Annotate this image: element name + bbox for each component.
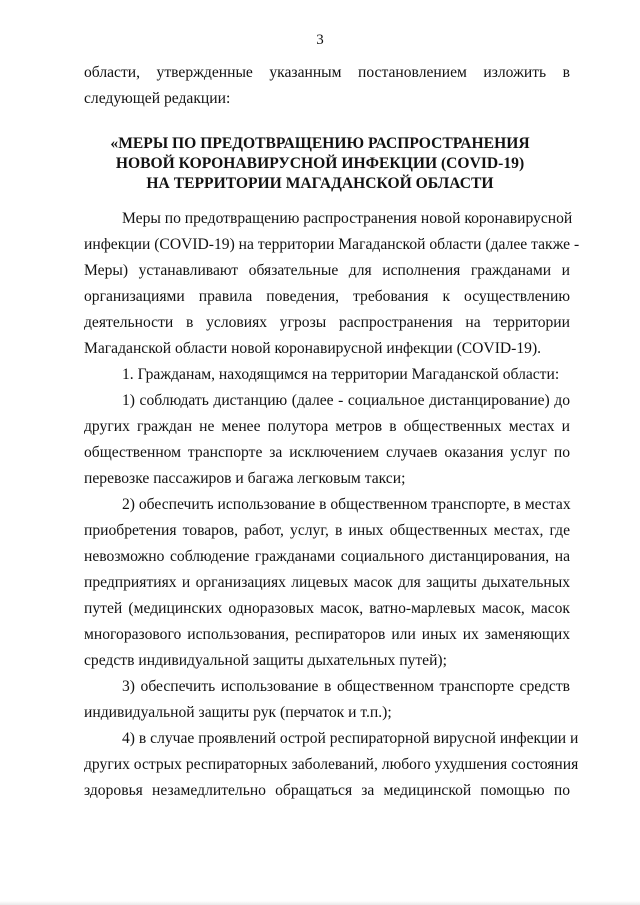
text-line: Меры по предотвращению распространения новой коронавирусной (122, 210, 573, 227)
text-line: путей (медицинских одноразовых масок, ватно-марлевых масок, масок (84, 600, 570, 617)
text-line: средств индивидуальной защиты дыхательных путей); (84, 652, 447, 669)
text-line: области, утвержденные указанным постановлением изложить в (84, 64, 570, 81)
paragraph-subitem-1 (84, 388, 570, 492)
text-line: предприятиях и организациях лицевых масок для защиты дыхательных (84, 574, 570, 591)
text-line: 1) соблюдать дистанцию (далее - социальное дистанцирование) до (122, 392, 570, 409)
text-line: 2) обеспечить использование в общественном транспорте, в местах (122, 496, 571, 513)
text-line: других острых респираторных заболеваний, любого ухудшения состояния (84, 756, 579, 773)
heading-line: НОВОЙ КОРОНАВИРУСНОЙ ИНФЕКЦИИ (COVID-19) (115, 155, 525, 172)
heading-line: «МЕРЫ ПО ПРЕДОТВРАЩЕНИЮ РАСПРОСТРАНЕНИЯ (110, 135, 530, 152)
text-line: невозможно соблюдение гражданами социального дистанцирования, на (84, 548, 570, 565)
paragraph-item-1 (84, 362, 570, 388)
text-line: инфекции (COVID-19) на территории Магаданской области (далее также - (84, 236, 580, 253)
text-line: Меры) устанавливают обязательные для исполнения гражданами и (84, 262, 570, 279)
text-line: других граждан не менее полутора метров в общественных местах и (84, 418, 570, 435)
text-line: перевозке пассажиров и багажа легковым такси; (84, 470, 406, 487)
text-line: организациями правила поведения, требования к осуществлению (84, 288, 570, 305)
paragraph-subitem-2 (84, 492, 570, 674)
text-line: Магаданской области новой коронавирусной инфекции (COVID-19). (84, 340, 542, 357)
scan-edge (0, 901, 640, 905)
intro-text (84, 60, 570, 112)
text-line: здоровья незамедлительно обращаться за медицинской помощью по (84, 782, 570, 799)
paragraph-subitem-4 (84, 726, 579, 804)
text-line: приобретения товаров, работ, услуг, в иных общественных местах, где (84, 522, 570, 539)
text-line: деятельности в условиях угрозы распространения на территории (84, 314, 570, 331)
text-line: общественном транспорте за исключением случаев оказания услуг по (84, 444, 570, 461)
text-line: следующей редакции: (84, 90, 231, 107)
text-line: индивидуальной защиты рук (перчаток и т.п.); (84, 704, 392, 721)
heading-line: НА ТЕРРИТОРИИ МАГАДАНСКОЙ ОБЛАСТИ (146, 175, 494, 192)
text-line: 4) в случае проявлений острой респираторной вирусной инфекции и (122, 730, 579, 747)
text-line: многоразового использования, респираторов или иных их заменяющих (84, 626, 570, 643)
paragraph-subitem-3 (84, 674, 570, 726)
text-line: 3) обеспечить использование в общественном транспорте средств (122, 678, 570, 695)
paragraph-preamble (84, 206, 580, 362)
section-heading (0, 134, 640, 194)
page-number: 3 (316, 32, 324, 48)
text-line: 1. Гражданам, находящимся на территории Магаданской области: (122, 366, 560, 383)
